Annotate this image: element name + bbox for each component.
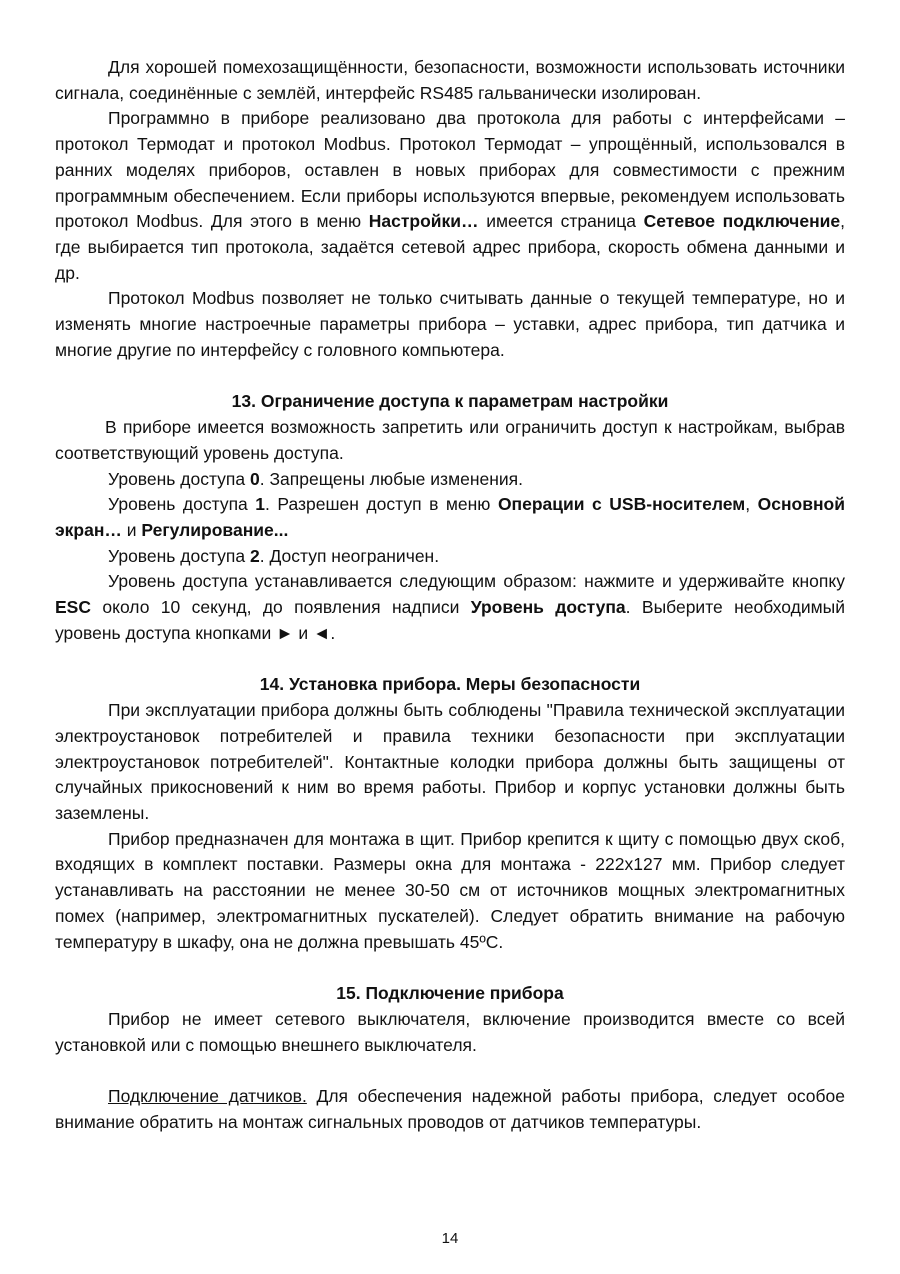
text-run: Уровень доступа (108, 468, 250, 489)
section-13-title: 13. Ограничение доступа к параметрам настройки (231, 391, 669, 412)
page-number: 14 (441, 1230, 459, 1247)
menu-name-usb: Операции с USB-носителем (497, 494, 746, 515)
intro-paragraph-1: Для хорошей помехозащищённости, безопасности, возможности использовать источники сигнала, соединённые с землёй, интерфейс RS485 гальванически изолирован. (55, 57, 845, 103)
section-15-paragraph-2 (55, 1084, 845, 1135)
intro-paragraph-3: Протокол Modbus позволяет не только считывать данные о текущей температуре, но и изменять многие настроечные параметры прибора – уставки, адрес прибора, тип датчика и многие другие по интерфейсу с головного компьютера. (55, 288, 845, 360)
document-page (55, 55, 845, 1136)
key-name-esc: ESC (55, 597, 91, 618)
menu-name-regulation: Регулирование... (141, 519, 289, 540)
text-run: Уровень доступа (108, 494, 256, 515)
text-run: . Запрещены любые изменения. (259, 468, 524, 489)
section-13-paragraph-1: В приборе имеется возможность запретить или ограничить доступ к настройкам, выбрав соответствующий уровень доступа. (55, 417, 845, 463)
access-level-2 (55, 544, 845, 570)
level-number: 0 (250, 468, 260, 489)
section-14-paragraph-2: Прибор предназначен для монтажа в щит. Прибор крепится к щиту с помощью двух скоб, входящих в комплект поставки. Размеры окна для монтажа - 222х127 мм. Прибор следует устанавливать на расстоянии не менее 30-50 см от источников мощных электромагнитных помех (например, электромагнитных пускателей). Следует обратить внимание на рабочую температуру в шкафу, она не должна превышать 45ºС. (55, 828, 845, 952)
text-run: , где выбирается тип протокола, задаётся сетевой адрес прибора, скорость обмена данными и др. (55, 211, 846, 283)
section-13-paragraph-5 (55, 569, 845, 646)
text-run: . Разрешен доступ в меню (265, 494, 498, 515)
access-level-0 (55, 467, 845, 493)
section-14-title: 14. Установка прибора. Меры безопасности (259, 674, 641, 695)
text-run: . Доступ неограничен. (259, 545, 440, 566)
text-run: Программно в приборе реализовано два протокола для работы с интерфейсами – протокол Термодат и протокол Modbus. Протокол Термодат – упрощённый, использовался в ранних моделях приборов, оставлен в новых приборах для совместимости с прежним программным обеспечением. Если приборы используются впервые, рекомендуем использовать протокол Modbus. Для этого в меню (55, 108, 845, 232)
page-name-network: Сетевое подключение (643, 211, 841, 232)
text-run: имеется страница (478, 211, 644, 232)
text-run: Уровень доступа устанавливается следующим образом: нажмите и удерживайте кнопку (108, 571, 845, 592)
section-14-paragraph-1: При эксплуатации прибора должны быть соблюдены "Правила технической эксплуатации электроустановок потребителей и правила техники безопасности при эксплуатации электроустановок потребителей". Контактные колодки прибора должны быть защищены от случайных прикосновений к ним во время работы. Прибор и корпус установки должны быть заземлены. (55, 700, 845, 823)
text-run: около 10 секунд, до появления надписи (90, 597, 471, 618)
intro-paragraph-2 (55, 106, 845, 286)
text-run: Уровень доступа (108, 545, 250, 566)
section-15-paragraph-1: Прибор не имеет сетевого выключателя, включение производится вместе со всей установкой или с помощью внешнего выключателя. (55, 1008, 845, 1055)
sensor-connection-heading: Подключение датчиков. (108, 1086, 307, 1107)
text-run: Для обеспечения надежной работы прибора, следует особое внимание обратить на монтаж сигнальных проводов от датчиков температуры. (55, 1086, 845, 1133)
level-number: 1 (255, 494, 266, 515)
text-run: . Выберите необходимый уровень доступа кнопками ► и ◄. (55, 597, 845, 643)
label-access-level: Уровень доступа (470, 597, 626, 618)
text-run: и (121, 519, 142, 540)
text-run: , (745, 494, 758, 515)
level-number: 2 (250, 545, 260, 566)
access-level-1 (55, 492, 845, 543)
section-15-title: 15. Подключение прибора (336, 983, 564, 1004)
menu-name-settings: Настройки… (368, 211, 479, 232)
menu-name-main-screen: Основной экран… (55, 494, 845, 540)
